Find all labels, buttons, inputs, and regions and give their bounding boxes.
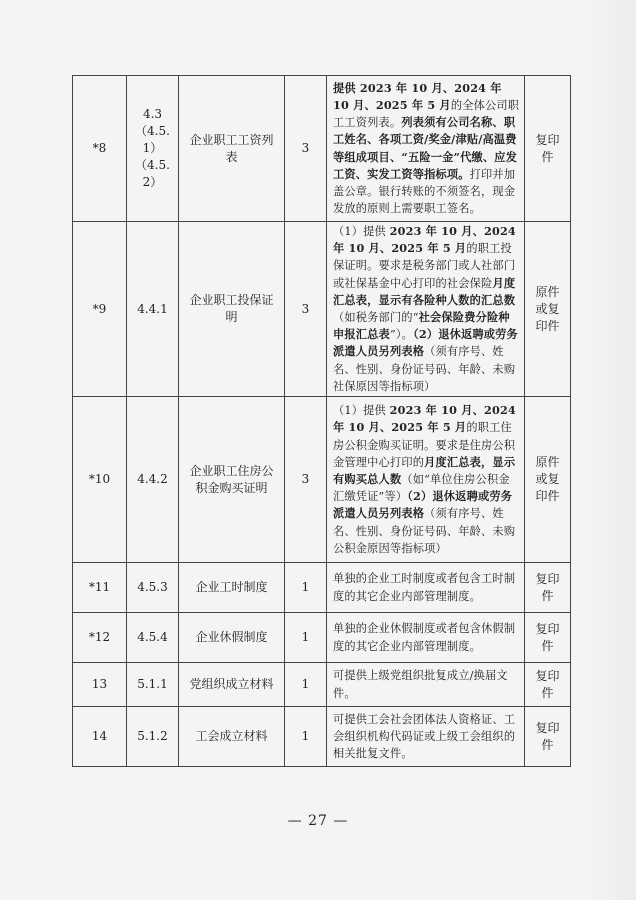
material-name: 企业职工住房公积金购买证明 — [179, 397, 285, 563]
table-row — [73, 222, 571, 397]
description-segment: 2023 年 10 月、2024 年 10 月、2025 年 5 月 — [333, 224, 516, 256]
description-segment: （2）退休返聘或劳务派遣人员另列表格 — [333, 327, 518, 359]
description-segment: 打印并加盖公章。银行转账的不须签名，现金发放的原则上需要职工签名。 — [333, 167, 516, 216]
table-row — [73, 663, 571, 707]
document-form — [525, 76, 571, 222]
description-segment: 的职工住房公积金购买证明。要求是住房公积金管理中心打印的 — [333, 421, 516, 469]
requirement-description — [327, 397, 525, 563]
item-number: *9 — [73, 222, 127, 397]
table-row — [73, 707, 571, 767]
copy-count: 1 — [285, 707, 327, 767]
document-form — [525, 613, 571, 663]
copy-count: 3 — [285, 222, 327, 397]
item-number: 13 — [73, 663, 127, 707]
description-segment: 的职工投保证明。要求是税务部门或人社部门或社保基金中心打印的社会保险 — [333, 242, 516, 290]
document-form — [525, 397, 571, 563]
requirement-description — [327, 222, 525, 397]
item-code — [127, 707, 179, 767]
copy-count: 1 — [285, 563, 327, 613]
item-code-line: 4.5.4 — [137, 630, 168, 645]
item-code-line: 4.4.2 — [137, 472, 168, 487]
document-form — [525, 663, 571, 707]
materials-table — [72, 75, 571, 767]
description-segment: 单独的企业休假制度或者包含休假制度的其它企业内部管理制度。 — [333, 622, 516, 653]
description-segment: ”）。 — [389, 328, 414, 342]
copy-count: 3 — [285, 397, 327, 563]
description-segment: 月度汇总表，显示有各险种人数的汇总数 — [333, 275, 516, 307]
document-form — [525, 563, 571, 613]
requirement-description — [327, 563, 525, 613]
document-form-label: 复印件 — [535, 720, 560, 752]
description-segment: 月度汇总表，显示有购买总人数 — [333, 454, 516, 486]
item-code — [127, 663, 179, 707]
item-code-line: 2） — [142, 175, 163, 189]
description-segment: （如税务部门的“ — [333, 311, 419, 325]
item-number: *12 — [73, 613, 127, 663]
item-code — [127, 397, 179, 563]
description-segment: 的全体公司职工工资列表。 — [333, 98, 520, 130]
document-form-label: 复印件 — [535, 621, 560, 653]
item-code-line: 4.5.3 — [137, 580, 168, 595]
document-form — [525, 222, 571, 397]
document-form-label: 原件或复印件 — [535, 455, 560, 504]
item-number: *8 — [73, 76, 127, 222]
material-name: 企业职工投保证明 — [179, 222, 285, 397]
document-form-label: 复印件 — [535, 668, 560, 700]
table-row — [73, 563, 571, 613]
description-segment: 可提供上级党组织批复成立/换届文件。 — [333, 669, 508, 700]
material-name: 企业工时制度 — [179, 563, 285, 613]
material-name: 企业职工工资列表 — [179, 76, 285, 222]
document-form-label: 原件或复印件 — [535, 284, 560, 333]
description-segment: 列表须有公司名称、职工姓名、各项工资/奖金/津贴/高温费等组成项目、“五险一金”代缴、应发工资、实发工资等指标项。 — [333, 115, 518, 181]
description-segment: 单独的企业工时制度或者包含工时制度的其它企业内部管理制度。 — [333, 572, 516, 603]
table-row — [73, 613, 571, 663]
requirement-description — [327, 707, 525, 767]
item-code — [127, 76, 179, 222]
page-edge-shadow — [586, 0, 636, 900]
material-name: 党组织成立材料 — [179, 663, 285, 707]
item-code-line: 4.4.1 — [137, 301, 168, 316]
description-segment: （须有序号、姓名、性别、身份证号码、年龄、未购社保原因等指标项） — [333, 345, 516, 393]
item-number: *11 — [73, 563, 127, 613]
table-row — [73, 397, 571, 563]
page-number: — 27 — — [287, 813, 349, 829]
table-row — [73, 76, 571, 222]
item-code-line: 5.1.1 — [137, 677, 168, 692]
item-code-line: 1） — [142, 141, 163, 155]
item-code-line: 4.3 — [142, 107, 163, 121]
item-code — [127, 563, 179, 613]
description-segment: （1）提供 — [333, 404, 390, 418]
copy-count: 1 — [285, 663, 327, 707]
document-form-label: 复印件 — [535, 132, 560, 164]
copy-count: 1 — [285, 613, 327, 663]
table-body — [73, 76, 571, 767]
requirement-description — [327, 663, 525, 707]
item-code-line: （4.5. — [135, 124, 170, 138]
description-segment: 2023 年 10 月、2024 年 10 月、2025 年 5 月 — [333, 403, 516, 435]
item-code — [127, 222, 179, 397]
description-segment: 可提供工会社会团体法人资格证、工会组织机构代码证或上级工会组织的相关批复文件。 — [333, 712, 516, 761]
item-code-line: 5.1.2 — [137, 729, 168, 744]
item-code-line: （4.5. — [135, 158, 170, 172]
description-segment: （1）提供 — [333, 225, 390, 238]
material-name: 企业休假制度 — [179, 613, 285, 663]
document-form-label: 复印件 — [535, 571, 560, 603]
item-number: 14 — [73, 707, 127, 767]
material-name: 工会成立材料 — [179, 707, 285, 767]
description-segment: （须有序号、姓名、性别、身份证号码、年龄、未购公积金原因等指标项） — [333, 507, 516, 555]
copy-count: 3 — [285, 76, 327, 222]
description-segment: （2）退休返聘或劳务派遣人员另列表格 — [333, 489, 513, 521]
description-segment: 提供 2023 年 10 月、2024 年 10 月、2025 年 5 月 — [333, 80, 502, 112]
description-segment: （如“单位住房公积金汇缴凭证”等） — [333, 472, 510, 504]
item-code — [127, 613, 179, 663]
item-number: *10 — [73, 397, 127, 563]
requirement-description — [327, 613, 525, 663]
requirement-description — [327, 76, 525, 222]
document-form — [525, 707, 571, 767]
description-segment: 社会保险费分险种申报汇总表 — [333, 310, 510, 342]
